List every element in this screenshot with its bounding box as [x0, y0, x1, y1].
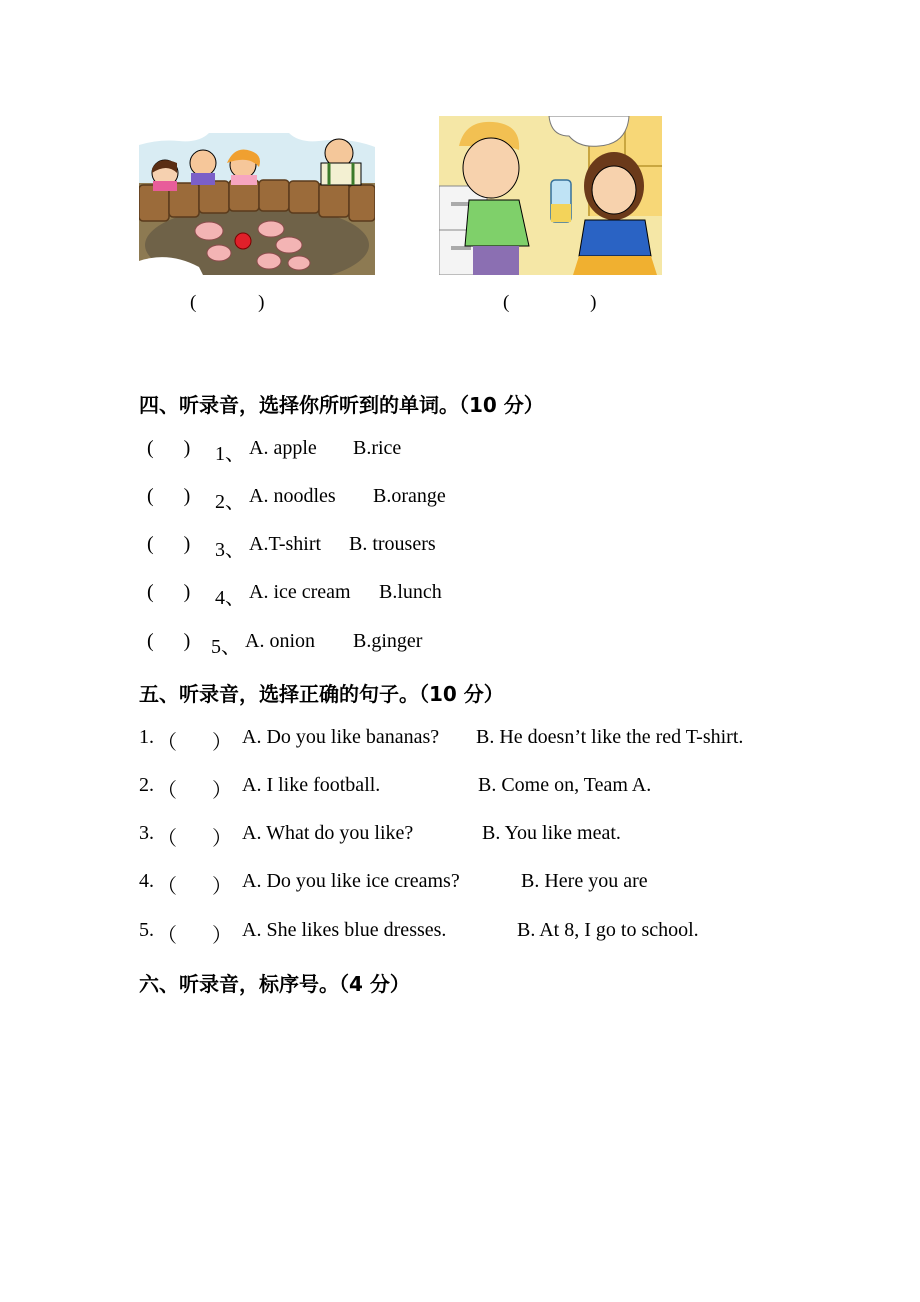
option-b: B.orange: [373, 485, 446, 507]
picture-2-answer-blank[interactable]: ( ): [503, 292, 597, 313]
option-a: A. Do you like bananas?: [242, 726, 440, 748]
item-number: 1、: [215, 443, 245, 465]
drink-illustration-svg: [439, 116, 662, 275]
option-a: A. noodles: [249, 485, 336, 507]
answer-blank[interactable]: （ ）: [157, 780, 232, 802]
item-number: 3.: [139, 822, 154, 844]
section-4-title: 四、听录音，选择你所听到的单词。（10 分）: [139, 393, 544, 417]
option-b: B. He doesn’t like the red T-shirt.: [476, 726, 744, 748]
answer-blank[interactable]: （ ）: [157, 828, 232, 850]
pig-pen-illustration: [139, 133, 375, 275]
option-b: B.lunch: [379, 581, 442, 603]
option-b: B.rice: [353, 437, 402, 459]
option-b: B. Come on, Team A.: [478, 774, 652, 796]
option-b: B. At 8, I go to school.: [517, 919, 699, 941]
drink-illustration: [439, 116, 662, 275]
option-a: A. Do you like ice creams?: [242, 870, 460, 892]
answer-blank[interactable]: ( ): [147, 437, 191, 459]
answer-blank[interactable]: ( ): [147, 630, 191, 652]
option-b: B. Here you are: [521, 870, 648, 892]
item-number: 3、: [215, 539, 245, 561]
item-number: 1.: [139, 726, 154, 748]
answer-blank[interactable]: （ ）: [157, 925, 232, 947]
answer-blank[interactable]: ( ): [147, 485, 191, 507]
item-number: 2、: [215, 491, 245, 513]
picture-1-answer-blank[interactable]: ( ): [190, 292, 265, 313]
option-b: B. You like meat.: [482, 822, 621, 844]
item-number: 5.: [139, 919, 154, 941]
answer-blank[interactable]: （ ）: [157, 732, 232, 754]
section-5-title: 五、听录音，选择正确的句子。（10 分）: [139, 682, 504, 706]
section-6-title: 六、听录音，标序号。（4 分）: [139, 972, 410, 996]
item-number: 4、: [215, 587, 245, 609]
option-b: B.ginger: [353, 630, 423, 652]
option-a: A. apple: [249, 437, 317, 459]
option-b: B. trousers: [349, 533, 436, 555]
option-a: A. ice cream: [249, 581, 351, 603]
option-a: A. onion: [245, 630, 315, 652]
answer-blank[interactable]: ( ): [147, 581, 191, 603]
option-a: A. She likes blue dresses.: [242, 919, 447, 941]
pig-pen-illustration-svg: [139, 133, 375, 275]
option-a: A. I like football.: [242, 774, 381, 796]
item-number: 5、: [211, 636, 241, 658]
item-number: 4.: [139, 870, 154, 892]
option-a: A.T-shirt: [249, 533, 322, 555]
answer-blank[interactable]: （ ）: [157, 876, 232, 898]
item-number: 2.: [139, 774, 154, 796]
answer-blank[interactable]: ( ): [147, 533, 191, 555]
option-a: A. What do you like?: [242, 822, 414, 844]
